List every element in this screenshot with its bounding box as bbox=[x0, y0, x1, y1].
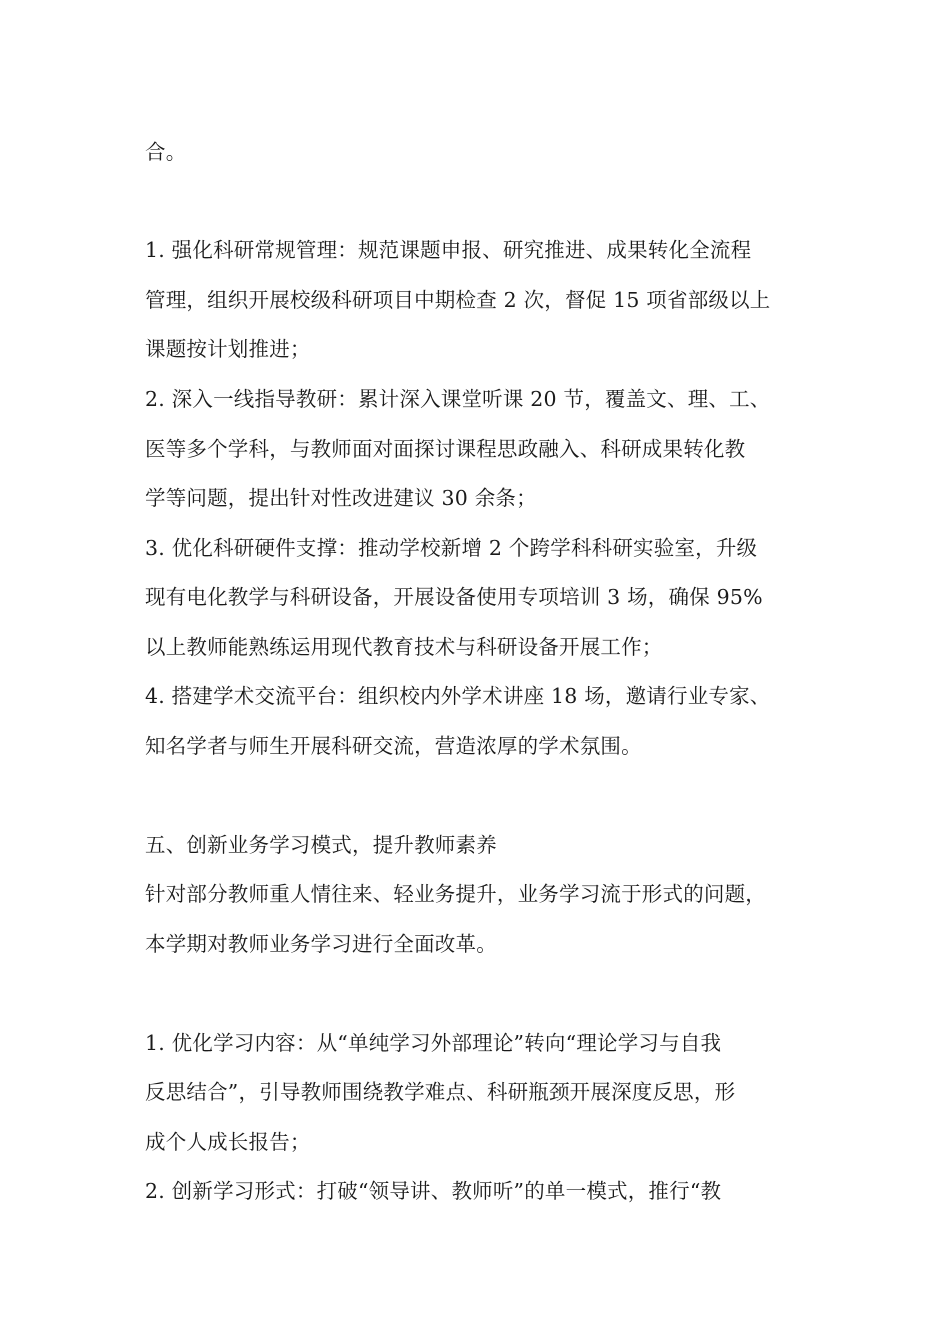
text-line: 3. 优化科研硬件支撑：推动学校新增 2 个跨学科科研实验室，升级 bbox=[145, 536, 758, 560]
text-line: 1. 强化科研常规管理：规范课题申报、研究推进、成果转化全流程 bbox=[145, 238, 752, 262]
text-line: 2. 深入一线指导教研：累计深入课堂听课 20 节，覆盖文、理、工、 bbox=[145, 387, 771, 411]
text-line: 知名学者与师生开展科研交流，营造浓厚的学术氛围。 bbox=[145, 734, 642, 758]
text-line: 2. 创新学习形式：打破“领导讲、教师听”的单一模式，推行“教 bbox=[145, 1179, 722, 1203]
text-line: 合。 bbox=[145, 140, 187, 164]
text-line: 针对部分教师重人情往来、轻业务提升，业务学习流于形式的问题， bbox=[145, 882, 766, 906]
text-line: 4. 搭建学术交流平台：组织校内外学术讲座 18 场，邀请行业专家、 bbox=[145, 684, 771, 708]
section-heading: 五、创新业务学习模式，提升教师素养 bbox=[145, 833, 497, 857]
text-line: 成个人成长报告； bbox=[145, 1130, 311, 1154]
text-line: 管理，组织开展校级科研项目中期检查 2 次，督促 15 项省部级以上 bbox=[145, 288, 771, 312]
text-line: 1. 优化学习内容：从“单纯学习外部理论”转向“理论学习与自我 bbox=[145, 1031, 722, 1055]
text-line: 课题按计划推进； bbox=[145, 337, 311, 361]
text-line: 医等多个学科，与教师面对面探讨课程思政融入、科研成果转化教 bbox=[145, 437, 746, 461]
text-line: 现有电化教学与科研设备，开展设备使用专项培训 3 场，确保 95% bbox=[145, 585, 763, 609]
text-line: 以上教师能熟练运用现代教育技术与科研设备开展工作； bbox=[145, 635, 663, 659]
text-line: 反思结合”，引导教师围绕教学难点、科研瓶颈开展深度反思，形 bbox=[145, 1080, 736, 1104]
text-line: 本学期对教师业务学习进行全面改革。 bbox=[145, 932, 497, 956]
text-line: 学等问题，提出针对性改进建议 30 余条； bbox=[145, 486, 537, 510]
